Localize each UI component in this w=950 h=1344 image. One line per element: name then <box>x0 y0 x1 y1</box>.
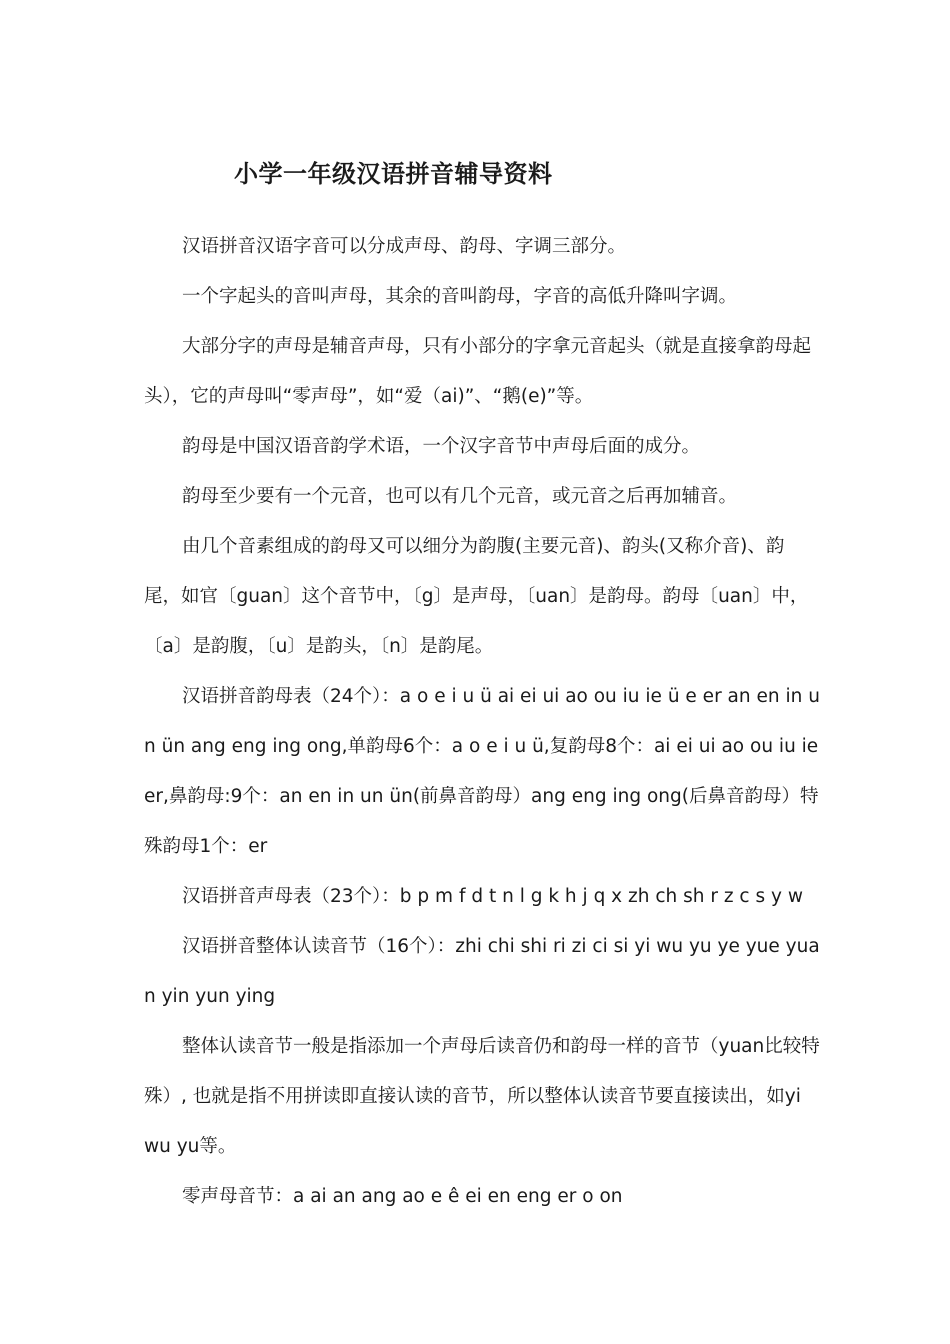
paragraph: 大部分字的声母是辅音声母，只有小部分的字拿元音起头（就是直接拿韵母起头），它的声母叫“零声母”，如“爱（ai)”、“鹅(e)”等。 <box>144 336 812 407</box>
paragraph: 整体认读音节一般是指添加一个声母后读音仍和韵母一样的音节（yuan比较特殊）, 也就是指不用拼读即直接认读的音节，所以整体认读音节要直接读出，如yi wu yu等。 <box>144 1036 820 1157</box>
paragraph: 由几个音素组成的韵母又可以细分为韵腹(主要元音)、韵头(又称介音)、韵尾，如官〔guan〕这个音节中，〔g〕是声母，〔uan〕是韵母。韵母〔uan〕中，〔a〕是韵腹，〔u〕是韵头，〔n〕是韵尾。 <box>144 536 809 657</box>
paragraph: 零声母音节：a ai an ang ao e ê ei en eng er o on <box>182 1186 623 1207</box>
document-body <box>144 222 820 1222</box>
paragraph: 汉语拼音整体认读音节（16个）：zhi chi shi ri zi ci si yi wu yu ye yue yuan yin yun ying <box>144 936 820 1007</box>
paragraph: 韵母至少要有一个元音，也可以有几个元音，或元音之后再加辅音。 <box>182 486 738 507</box>
paragraph: 韵母是中国汉语音韵学术语，一个汉字音节中声母后面的成分。 <box>182 436 701 457</box>
document-title: 小学一年级汉语拼音辅导资料 <box>234 160 553 188</box>
paragraph: 汉语拼音汉语字音可以分成声母、韵母、字调三部分。 <box>182 236 627 257</box>
paragraph: 汉语拼音韵母表（24个）：a o e i u ü ai ei ui ao ou iu ie ü e er an en in un ün ang eng ing ong,单韵母6个：a o e i u ü,复韵母8个：ai ei ui ao ou iu ie er,鼻韵母:9个：an en in un ün(前鼻音韵母）ang eng ing ong(后鼻音韵母）特殊韵母1个：er <box>144 686 820 857</box>
paragraph: 汉语拼音声母表（23个）：b p m f d t n l g k h j q x zh ch sh r z c s y w <box>182 886 803 907</box>
paragraph: 一个字起头的音叫声母，其余的音叫韵母，字音的高低升降叫字调。 <box>182 286 738 307</box>
